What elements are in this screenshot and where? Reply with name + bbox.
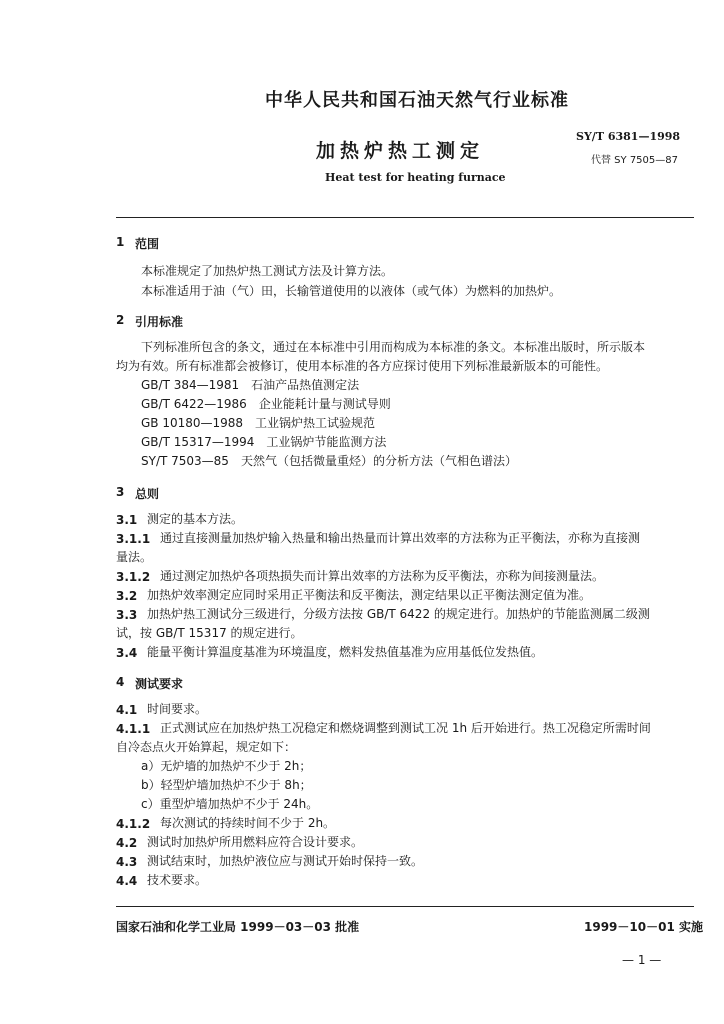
clause-3-2-text: 加热炉效率测定应同时采用正平衡法和反平衡法，测定结果以正平衡法测定值为准。 [147,588,592,602]
footer-rule [116,906,694,907]
approval-line: 国家石油和化学工业局 1999－03－03 批准 [116,920,360,934]
section-3-number: 3 [116,485,125,499]
reference-item: GB/T 15317—1994 工业锅炉节能监测方法 [141,435,387,449]
effective-date: 1999－10－01 实施 [584,920,703,934]
reference-item: GB/T 6422—1986 企业能耗计量与测试导则 [141,397,391,411]
clause-4-1-number: 4.1 [116,703,138,717]
reference-item: SY/T 7503—85 天然气（包括微量重烃）的分析方法（气相色谱法） [141,454,517,468]
clause-4-1-text: 时间要求。 [147,702,208,716]
section-1-number: 1 [116,235,125,249]
section-2-intro-line-1: 下列标准所包含的条文，通过在本标准中引用而构成为本标准的条文。本标准出版时，所示版本 [141,340,646,354]
section-3-heading: 总则 [135,487,160,501]
clause-4-1-2-number: 4.1.2 [116,817,151,831]
standard-number: SY/T 6381—1998 [576,130,681,143]
list-item: c）重型炉墙加热炉不少于 24h。 [141,797,319,811]
page-number: — 1 — [622,953,662,967]
section-2-number: 2 [116,313,125,327]
clause-3-1-1-number: 3.1.1 [116,532,151,546]
clause-3-3-line-1: 加热炉热工测试分三级进行，分级方法按 GB/T 6422 的规定进行。加热炉的节能监测属二级测 [147,607,650,621]
section-4-heading: 测试要求 [135,677,184,691]
reference-item: GB/T 384—1981 石油产品热值测定法 [141,378,360,392]
section-4-number: 4 [116,675,125,689]
list-item: a）无炉墙的加热炉不少于 2h； [141,759,312,773]
clause-4-2-number: 4.2 [116,836,138,850]
clause-4-1-1-line-1: 正式测试应在加热炉热工况稳定和燃烧调整到测试工况 1h 后开始进行。热工况稳定所需时间 [160,721,651,735]
clause-3-1-2-number: 3.1.2 [116,570,151,584]
section-1-para-2: 本标准适用于油（气）田，长输管道使用的以液体（或气体）为燃料的加热炉。 [141,284,562,298]
clause-4-1-1-line-2: 自冷态点火开始算起，规定如下： [116,740,297,754]
clause-3-4-text: 能量平衡计算温度基准为环境温度，燃料发热值基准为应用基低位发热值。 [147,645,544,659]
clause-3-1-1-line-1: 通过直接测量加热炉输入热量和输出热量而计算出效率的方法称为正平衡法，亦称为直接测 [160,531,641,545]
clause-3-3-number: 3.3 [116,608,138,622]
clause-4-4-number: 4.4 [116,874,138,888]
clause-4-2-text: 测试时加热炉所用燃料应符合设计要求。 [147,835,364,849]
section-2-heading: 引用标准 [135,315,184,329]
section-1-heading: 范围 [135,237,160,251]
clause-4-4-text: 技术要求。 [147,873,208,887]
english-title: Heat test for heating furnace [325,171,506,184]
clause-3-4-number: 3.4 [116,646,138,660]
header-rule [116,217,694,218]
replaces-note: 代替 SY 7505—87 [591,155,678,166]
reference-item: GB 10180—1988 工业锅炉热工试验规范 [141,416,376,430]
document-title: 加热炉热工测定 [316,140,485,162]
section-1-para-1: 本标准规定了加热炉热工测试方法及计算方法。 [141,264,394,278]
clause-3-1-1-line-2: 量法。 [116,550,153,564]
national-standard-title: 中华人民共和国石油天然气行业标准 [265,90,569,111]
clause-4-1-2-text: 每次测试的持续时间不少于 2h。 [160,816,336,830]
clause-4-1-1-number: 4.1.1 [116,722,151,736]
clause-3-1-text: 测定的基本方法。 [147,512,244,526]
clause-4-3-number: 4.3 [116,855,138,869]
clause-3-2-number: 3.2 [116,589,138,603]
clause-3-1-number: 3.1 [116,513,138,527]
section-2-intro-line-2: 均为有效。所有标准都会被修订，使用本标准的各方应探讨使用下列标准最新版本的可能性。 [116,359,609,373]
clause-4-3-text: 测试结束时，加热炉液位应与测试开始时保持一致。 [147,854,424,868]
clause-3-3-line-2: 试，按 GB/T 15317 的规定进行。 [116,626,303,640]
clause-3-1-2-text: 通过测定加热炉各项热损失而计算出效率的方法称为反平衡法，亦称为间接测量法。 [160,569,605,583]
list-item: b）轻型炉墙加热炉不少于 8h； [141,778,312,792]
